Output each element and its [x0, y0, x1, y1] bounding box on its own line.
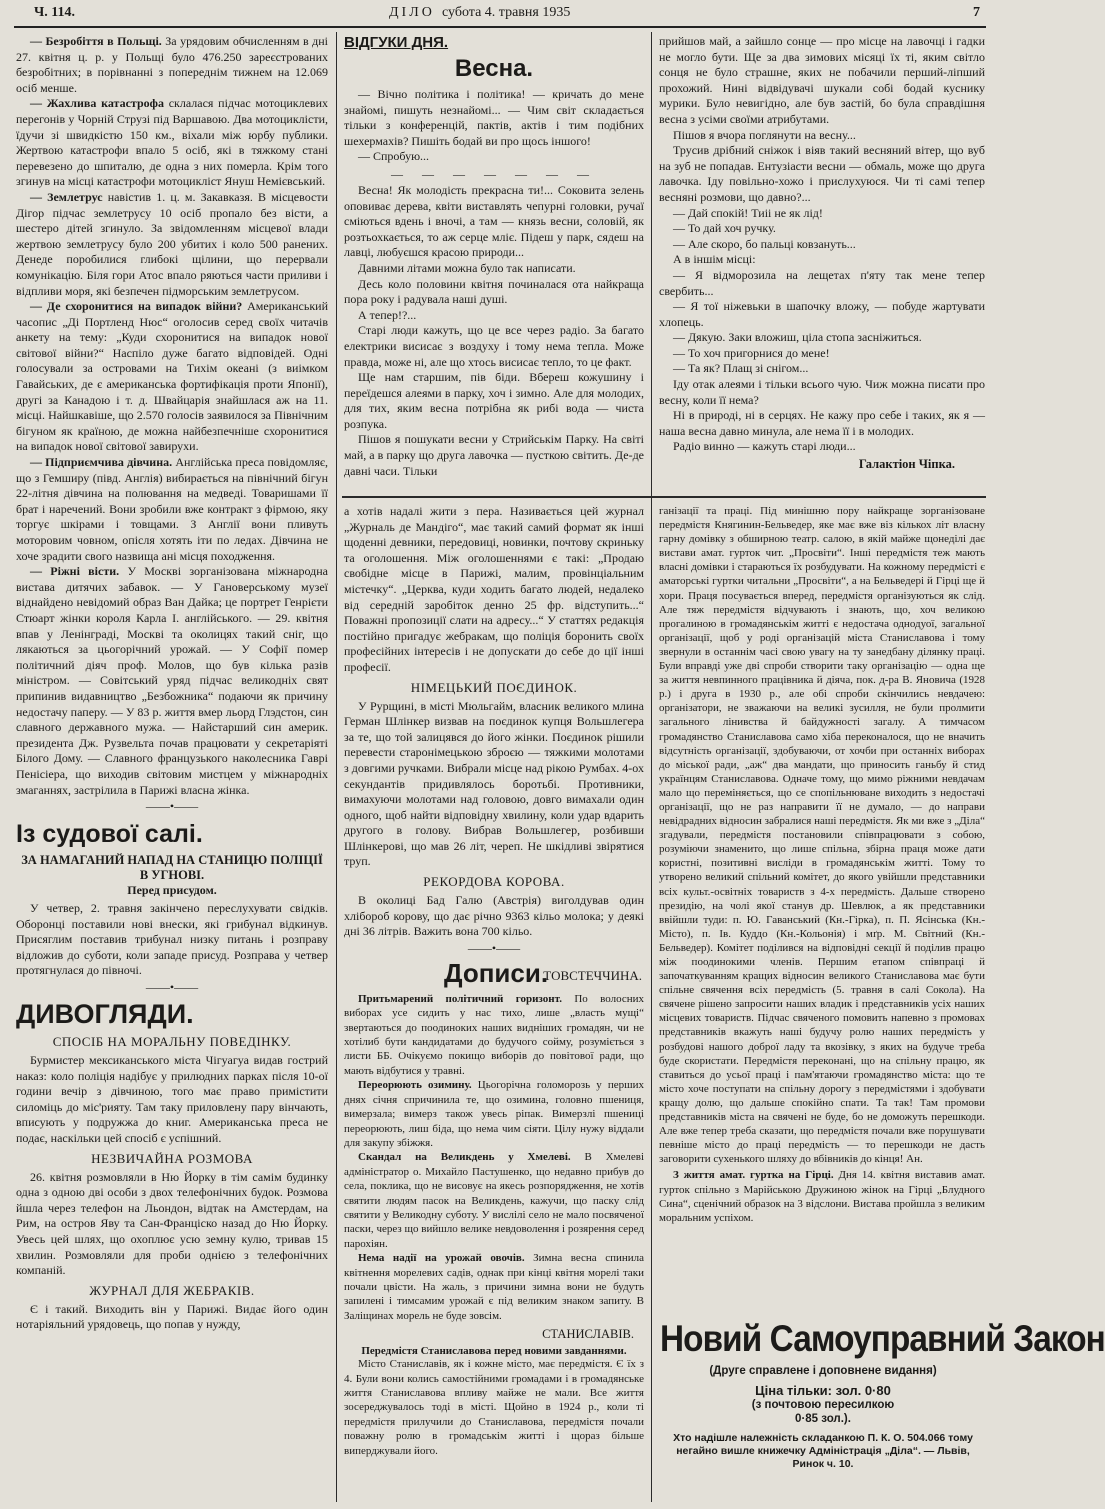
correspondence-list [344, 992, 644, 1458]
column-right-top [659, 34, 985, 492]
news-item: — Підприємчива дівчина. Англійська преса повідомляє, що з Гемширу (півд. Англія) вибирається на північний бігун 22-літня дівчина на полювання на медведі. Товаришами її брат і наречений. Вони зробили вже контракт з фірмою, яку торгує шкірами і товщами. З Англії вони пливуть моторовим човном, опісля хотять іти по ледах. Дівчина не хоче зрадити свого назвища ані місця походження. [16, 455, 328, 563]
article-paragraph: Іду отак алеями і тільки всього чую. Чиж можна писати про весну, коли її нема? [659, 377, 985, 407]
article-paragraph: Ні в природі, ні в серцях. Не кажу про себе і таких, як я — наша весна давно минула, але нема її і в молодих. [659, 408, 985, 438]
article-paragraph: Радіо винно — кажуть старі люди... [673, 439, 856, 454]
ad-postage-price: 0·85 зол.). [795, 1413, 851, 1425]
separator: ——•—— [145, 980, 199, 995]
curiosity-text-1: Бурмистер мексиканського міста Чігуагуа видав гострий наказ: коло поліція надібує у прилюдних парках після 10-ої години вечір з дівчиною, того має право примістити силоміць до міс'рияту. Там таку приловлену пару вінчають, вписують у подружжа до книг. Американська преса не подає, наскільки цей спосіб є успішний. [16, 1053, 328, 1146]
ad-postage: (з почтовою пересилкою [751, 1399, 895, 1411]
curiosities-heading: ДИВОГЛЯДИ. [16, 999, 194, 1030]
news-item: — Безробіття в Польщі. За урядовим обчисленням в днi 27. квітня ц. р. у Польщі було 476.250 зареєстрованих безробітних; в порівнанні з попереднім тижнем на 12.069 осіб менше. [16, 34, 329, 95]
correspondence-item: Переорюють озимину. Цьогорічна голоморозь у перших днях січня спричинила те, що озимина, головно пшениця, вимерзала; вимерз також увесь ріпак. Вимерзлі пшениці переорюють, лиш біда, що нема чим сіяти. Цілу нужу віддали для закупу збіжжя. [344, 1079, 644, 1149]
court-heading: Із судової салі. [16, 820, 203, 849]
news-item: — Ріжні вісти. У Москві зорганізована міжнародна вистава дитячих забавок. — У Гановерському музеї віднайдено невідомий образ Ван Дайка; це портрет Генрієти Стюарт жінки короля Карла I. англійського. — 29. квітня впав у Ленінграді, Москві та околицях такий сніг, що лякаються за цьогорічний урожай. — У Софії помер політичний діяч проф. Молов, що був кілька разів міністром. — Совітський уряд підчас великодніх свят припинив видавництво „Безбожника“ подаючи як причину недостачу паперу. — У 83 р. життя вмер льорд Глэдстон, син славного державного мужа. — Найстарший син америк. президента Дж. Рузвельта почав працювати у секретаріяті Білого Дому. — Славного французького наколесника Гаврі Пенісіера, що виходив світовим мистцем у міжнародніх змаганнях, застрілила в Парижі власна жінка. [16, 564, 329, 797]
story-title-duel: НІМЕЦЬКИЙ ПОЄДИНОК. [410, 679, 578, 695]
article-paragraph: — Спробую... [358, 149, 430, 164]
column-rule-2 [651, 32, 652, 1502]
ad-price: Ціна тільки: зол. 0·80 [755, 1383, 891, 1398]
city-text: Місто Станиславів, як і кожне місто, має передмістя. Є їх з 4. Були вони колись самостійними громадами і в громадянське життя Станиславова впливу майже не мали. Все життя зосереджувалось тоді в місті. Щойно в 1924 р., коли ті передмістя прилучили до Станиславова, передмістя почали поважну ролю в громадськім житті і щораз більше виперджували його. [344, 1358, 644, 1457]
article-paragraph: Пішов я вчора поглянути на весну... [673, 127, 856, 142]
article-paragraph: Давними літами можна було так написати. [358, 260, 576, 275]
separator: ——•—— [467, 940, 521, 955]
horizontal-rule [342, 496, 986, 498]
curiosity-title-3: ЖУРНАЛ ДЛЯ ЖЕБРАКІВ. [89, 1282, 255, 1298]
article-paragraph: Трусив дрібний сніжок і віяв такий весняний вітер, що вуб на зуб не попадав. Ентузіасти весни — обмаль, може що друга лавочка. Іду повільно-хожо і прислухуюся. Чи ті самі тепер весняні розмови, що давно?... [659, 143, 985, 204]
court-subheading-2: Перед присудом. [127, 883, 217, 898]
correspondence-item: З життя амат. гуртка на Гірці. Дня 14. квітня виставив амат. гурток спільно з Марійською Дружиною жінок на Гірці „Блудного Сина“, сценічний образок на 3 відслони. Вистава пройшла з великим моральним успіхом. [659, 1169, 986, 1224]
ad-order-info: Хто надішле належність складанкою П. К. О. 504.066 тому негайно вишле книжечку Адміністрація „Діла“. — Львів, Ринок ч. 10. [673, 1432, 973, 1470]
article-paragraph: прийшов май, а зайшло сонце — про місце на лавочці і гадки не могло бути. Ще за два зимових місяці їх ті, яким світло сонця не було страшне, яких не побачили перший-ліпший прохожий. Нині відвідувачі шукали собі бодай куснику мурики. Було невигідно, але був застій, бо була справдішня весна з усіми своїми атрибутами. [659, 34, 985, 126]
column-rule-1 [336, 32, 337, 1502]
issue-date: субота 4. травня 1935 [442, 5, 571, 20]
dialogue-line: — То хоч пригорнися до мене! [673, 345, 830, 360]
story-text-duel: У Рурщині, в місті Мюльгайм, власник великого млина Герман Шлінкер визвав на поєдинок купця Вольшлегера за те, що той залицявся до його жінки. Поєдинок рішили перевести старонімецькою зброєю — тяжкими молотами з довгими ручками. Вибрали місце над рікою Румбах. 4-ох секундантів придивлялось боротьбі. Противники, вимахуючи молотами над головою, довго вимахали один одного, щоб найти відповідну хвилину, коли удар вдарить другого в голову. Вибрав Вольшлегер, розбивши Шлінкерові, що мав 26 літ, череп. Не шкідливі звірятися труп. [344, 698, 644, 869]
paper-name: ДІЛО [389, 5, 435, 20]
author-signature: Галактіон Чіпка. [858, 457, 955, 472]
column-right-bottom [659, 504, 985, 1310]
city-subheading: Передмістя Станиславова перед новими завданнями. [361, 1345, 627, 1358]
dialogue-line: — То дай хоч ручку. [673, 221, 776, 236]
column-middle-bottom [344, 504, 644, 1502]
dialogue-line: — Я відморозила на лещетах п'яту так мене тепер свербить... [659, 267, 985, 298]
article-paragraph: Пішов я пошукати весни у Стрийськім Парку. На світі май, а в парку що друга лавочка — пусткою світить. Де-де давні часи. Тільки [344, 432, 644, 478]
news-items [16, 34, 328, 798]
court-text: У четвер, 2. травня закінчено переслухувати свідків. Оборонці поставили нові внески, які грибунал відкинув. Присяглим поставив трибунал низку питань і розправу відложив до суботи, коли западе присуд. Розправа у четвер протягнулася до півночі. [16, 901, 328, 978]
dopysy-header [344, 958, 644, 992]
dopysy-heading: Дописи. [444, 957, 549, 988]
news-item: — Землетрус навістив 1. ц. м. Закавказя. В місцевости Дігор підчас землетрусу 10 осіб пропало без вісти, а шестеро дітей згинуло. За звідомленням місцевої влади жертвою землетрусу було 200 убитих і коло 500 ранених. Денеде поробилися глибокі щілини, що перервали комунікацію. Біля гори Атос впало ряються части приливи і відпливи моря, які безпечен пiдморським землетрусом. [16, 189, 329, 298]
article-paragraph: — Вічно політика і політика! — кричать до мене знайомі, пишуть незнайомі... — Чим світ складається тільки з конференцій, пактів, актів і тим подібних шехермахів? Пишіть бодай ви про щось іншого! [344, 87, 644, 148]
dialogue-line: — Дякую. Заки вложиш, ціла стопа заснiжиться. [673, 330, 922, 345]
separator: ——•—— [145, 799, 199, 814]
dialogue-line: — Але скоро, бо пальці ковзануть... [673, 236, 856, 251]
correspondence-item: Притьмарений політичний горизонт. По волосних виборах усе сидить у нас тихо, лише „власть мущі“ звертаються до поодиноких наших видніших громадян, чи не хотілиб бути кандидатами до будучого сойму, розуміється з листи ББ. Очікуємо покищо виборів до повітової ради, що мають відбутися у травні. [344, 992, 645, 1077]
article-title: Весна. [454, 55, 534, 82]
ad-title: Новий Самоуправний Закон [660, 1318, 1105, 1359]
article-paragraph: ганізації та праці. Під минішню пору найкраще зорганізоване передмістя Княгинин-Бельведер, яке має вже віз кількох літ власну гарну домівку з обширною театр. салою, в якій майже щонеділі дає вистави амат. гурток чит. „Просвіти“. Інші передмістя теж мають власні домівки і стараються їх розбудувати. На кожному передмісті є аматорські гуртки читальни „Просвіти“, а на Бельведері й Гірці ще й хори. Праця посувається вперед, передмістя організуються як слід. Але тяж передмістя відчувають і знають, що, хоч великою прогалиною в громадянськім житті є недостача однодуої, загальної організації, щоб у роді організацій міста Станиславова і тому звернули в останнім часі свою увагу на ту занедбану ділянку праці. Були вправді уже дві спроби створити таку організацію — одна ще за життя невпинного працівника й діяча, пок. д-ра В. Яновича (1928 р.) і друга в 1930 р., але обі спроби скінчились невдачею: організатори, не зважаючи на великі зусилля, не були пролмити загального лінивства й байдужності загалу. А тимчасом громадянство Станиславова само хіба переконалося, що не вначить відсутність організації, здобуваючи, от хочби при останніх виборах до міської ради, „аж“ два мандати, що приносить ганьбу й стид українцям Станиславова. Одначе тому, що мимо ріжними невдачам мало що переміняється, що се спопільнюване виходить з недостачі організації, що не раз направити її не думало, — до направи невідрадних відносин забралися наші передмістя. Як ми вже з „Діла“ згадували, передмістя постановили співпрацювати з собою, розуміючи знаменито, що лише спільна, збірна праця може дати користні, позитивні висліди в громадянськім житті. Тому то утворено великий спільний комітет, до якого увійшли представники всіх культ.-освітніх товариств з 4-х передмість. Дальше створено президію, на чолі якої станув др. Шевлюк, а як представники ввійшли туди: п. Ю. Гаванський (Кн.-Гірка), п. П. Ясінська (Кн.-Місто), п. Ів. Куддо (Кн.-Кольонія) і мґр. М. Світний (Кн.-Бельведер). Комітет поділився на відповідні секції й поділив працю між поодинокими членів. Першим етапом співпраці й започаткуванням кращих відносин великого Станиславова має бути спільне свячення всіх передмість (5. травня в салі Сокола). На свячене рішено запросити наших владик і представників усіх наших місцевих товариств. Підчас свяченого помовить напевно з промовах представників вкажуть наші будучу ролю наших передмість у розбудові нашого доброї ладу та вкозівку, з яких на будуче треба буде скористати. Передмістя переконані, що на спільну працю, як ставиться до усьої праці і пам'ятаючи громадянство міста: що те місто хоче поступати на спільну дорогу з передмістями і здобувати кращу долю, що дальше спокійно спати. Та так! Там промови представників міста на свячені не буде, бо не доможуть перешкоди. Але вже тепер треба сказати, що передмістя почали вже порушувати певніше місто до праці передмість — то перешкоди не дасть заговорити сухенького шляху до вбівників до кінця! Ан. [659, 505, 985, 1166]
correspondence-item: Нема надії на урожай овочів. Зимна весна спинила квітнення морелевих садів, однак при кінці квітня морелі таки почали цвісти. На жаль, з причини зимна вони не будуть запилені і тимсамим урожай є під великим знаком запиту. В Заліщинах морель не буде зовсім. [344, 1252, 644, 1322]
story-text-cow: В околиці Бад Галю (Австрія) виголдував один хлібороб корову, що дає річно 9363 кільо молока; у деякі дні 36 літрів. Важить вона 700 кільо. [344, 893, 644, 939]
section-heading: ВІДГУКИ ДНЯ. [344, 34, 449, 51]
dash-separator: — — — — — — — [391, 166, 597, 181]
article-paragraph: Десь коло половини квітня починалася ота найкраща пора року і радувала нашi душі. [344, 276, 644, 307]
region-heading: ТОВСТЕЧЧИНА. [543, 967, 642, 983]
issue-number: Ч. 114. [34, 5, 76, 20]
curiosity-title-2: НЕЗВИЧАЙНА РОЗМОВА [91, 1150, 253, 1166]
story-title-cow: РЕКОРДОВА КОРОВА. [423, 874, 565, 890]
court-subheading: ЗА НАМАГАНИЙ НАПАД НА СТАНИЦЮ ПОЛІЦІЇ В УГНОВІ. [21, 853, 323, 883]
curiosity-text-2: 26. квітня розмовляли в Ню Йорку в тім самім будинку одна з одною дві особи з двох телефонічних будок. Розмова йшла через телефон на Льондон, відтак на Амстердам, на Рим, на остров Яву та Сан-Франціско назад до Ню Йорку. Увесь цей шлях, що охоплює усю земну кулю, тривав 15 хвилин. Розмовляли для проби однією з телефонічних компаній. [16, 1169, 328, 1278]
article-paragraph: А тепер!?... [358, 307, 417, 322]
article-paragraph: Ще нам старшим, пів біди. Вбереш кожушину і переїдешся алеями в парку, хоч і зимно. Але для молодих, для тих, яким весна потрібна як рибі вода — чиста розпука. [344, 370, 644, 431]
column-middle-top [344, 34, 644, 492]
correspondence-item: Скандал на Великдень у Хмелеві. В Хмелеві адміністратор о. Михайло Пастушенко, що недавно прибув до села, поклика, що не висовує на якесь розпорядження, не хотів святити людям пасок на Великдень, кажучи, що паску слід святити у Великодну суботу. У вислілі село не мало посвяченої паски, через що вийшло велике невдоволення і розярення серед парохіян. [344, 1151, 645, 1250]
article-paragraph: а хотів надалі жити з пера. Називається цей журнал „Журналь де Мандіго“, має такий самий формат як інші щоденні девники, передовиці, новинки, почтову скриньку та оголошення. Між оголошеннями є такі: „Продаю свобідне місце в Парижі, малим, провінціальним містечку“. „Церква, куди ходить багато людей, недалеко від середній заробіток денно 25 фр. відступить...“ Поважні пропозиції слати на адресу...“ У статтях редакція постійно пригадує жебракам, що поліція боронить своїх професійних інтересів і не допускати до себе до ції інші професії. [344, 504, 644, 674]
book-advertisement [660, 1318, 1105, 1503]
page-header [14, 2, 986, 28]
curiosity-text-3: Є і такий. Виходить він у Парижі. Видає його один нотаріяльний урядовець, що попав у нужду, [16, 1301, 328, 1332]
news-item: — Де схоронитися на випадок війни? Американський часопис „Ді Портленд Нюс“ оголосив серед своїх читачів анкету на тему: „Куди схоронитися на випадок нової світової війни?“ Наспіло дуже багато відповідей. Одні голосували за островами на Тихім океані (з виімком Гавайських, де є американська фортифікація проти Японії), другі за Канадою і т. д. Швайцарія знайшлася аж на 11. місці. Найшкавіше, що 2.570 голосів заявилося за Північним бігуном як країною, де можна найбезпечніше схоронитися на випадок нової світової завирухи. [16, 299, 328, 454]
article-paragraph: Весна! Як молодість прекрасна ти!... Соковита зелень оповиває дерева, квіти виставлять чепурні головки, ручаї сміються вдень і вночі, а там — князь весни, соловій, як розтьохкається, то аж серце мліє. Підеш у парк, сядеш на лавці, любуєшся красою природи... [344, 182, 644, 260]
curiosity-title-1: СПОСІБ НА МОРАЛЬНУ ПОВЕДІНКУ. [52, 1034, 292, 1050]
dialogue-line: — Та як? Плащ зі снігом... [673, 361, 809, 376]
city-heading: СТАНИСЛАВІВ. [542, 1327, 634, 1342]
dialogue-line: А в іншім місці: [673, 252, 756, 267]
news-item: — Жахлива катастрофа склалася підчас мотоциклевих перегонів у Чорній Струзі під Варшавою. Два мотоциклісти, їдучи зі швидкістю 150 км., віхали між юрбу публики. Жертвою катастрофи впало 5 осіб, які в тяжкому стані перевезено до шпиталю, де одна з них померла. Крім того згинув на місці катастрофи мотоцикліст Януш Немієвський. [16, 96, 329, 189]
dialogue-line: — Я тої ніжевьки в шапочку вложу, — побуде жартувати хлопець. [659, 299, 985, 329]
page-number: 7 [973, 5, 980, 20]
column-left [16, 34, 328, 1504]
dialogue-line: — Дай спокій! Тиіі не як лід! [673, 205, 823, 220]
article-paragraph: Старі люди кажуть, що це все через радіо. За багато електрики висисає з воздуху і тому нема тепла. Може правда, може ні, але що хтось висисає тепло, то це факт. [344, 323, 644, 369]
ad-edition: (Друге справлене і доповнене видання) [709, 1365, 937, 1377]
